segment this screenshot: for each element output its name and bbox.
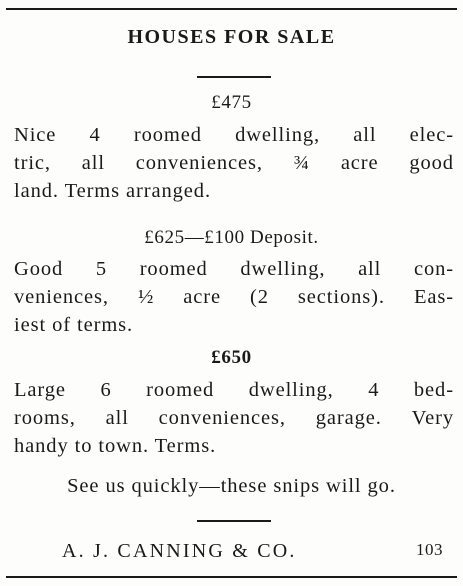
word: good (409, 152, 454, 174)
word: veniences, (14, 286, 109, 308)
listing-3-line-2 (14, 404, 454, 432)
advertiser-line (62, 540, 443, 563)
listing-2-price: £625—£100 Deposit. (144, 227, 319, 248)
word: all (358, 258, 382, 280)
word: roomed (146, 379, 215, 401)
word: 4 (89, 124, 101, 146)
word: dwelling, (240, 258, 326, 280)
word: tric, (14, 152, 51, 174)
listing-2-description (14, 255, 454, 339)
word: garage. (315, 407, 382, 429)
advertiser-name: A. J. CANNING & CO. (62, 540, 297, 562)
word: ¾ (293, 152, 311, 174)
listing-1-description (14, 121, 454, 205)
ad-heading: HOUSES FOR SALE (127, 26, 336, 48)
word: roomed (133, 124, 202, 146)
word: conveniences, (135, 152, 263, 174)
word: 4 (368, 379, 380, 401)
listing-2-line-3: iest of terms. (14, 314, 134, 336)
tagline: See us quickly—these snips will go. (67, 475, 396, 497)
word: roomed (139, 258, 208, 280)
word: Nice (14, 124, 57, 146)
word: bed- (413, 379, 454, 401)
word: elec- (409, 124, 454, 146)
listing-2-line-1 (14, 255, 454, 283)
word: (2 (250, 286, 269, 308)
listing-1-line-3: land. Terms arranged. (14, 180, 211, 202)
word: rooms, (14, 407, 76, 429)
footer-divider (197, 520, 271, 522)
word: acre (183, 286, 221, 308)
word: ½ (137, 286, 155, 308)
listing-3-description (14, 376, 454, 460)
word: dwelling, (235, 124, 321, 146)
word: 5 (95, 258, 107, 280)
bottom-border-rule (6, 576, 457, 578)
word: acre (340, 152, 379, 174)
listing-3-line-1 (14, 376, 454, 404)
word: sections). (297, 286, 385, 308)
word: con- (413, 258, 454, 280)
listing-1-line-1 (14, 121, 454, 149)
word: 6 (100, 379, 112, 401)
listing-3-price: £650 (211, 347, 252, 368)
listing-1-price: £475 (211, 92, 252, 113)
word: all (81, 152, 105, 174)
word: Good (14, 258, 64, 280)
word: Very (411, 407, 454, 429)
word: all (105, 407, 129, 429)
top-border-rule (6, 8, 457, 10)
heading-divider (197, 76, 271, 78)
word: Eas- (413, 286, 454, 308)
word: dwelling, (248, 379, 334, 401)
ad-code: 103 (416, 540, 443, 559)
listing-3-line-3: handy to town. Terms. (14, 435, 217, 457)
word: conveniences, (158, 407, 286, 429)
listing-1-line-2 (14, 149, 454, 177)
listing-2-line-2 (14, 283, 454, 311)
word: Large (14, 379, 66, 401)
word: all (353, 124, 377, 146)
